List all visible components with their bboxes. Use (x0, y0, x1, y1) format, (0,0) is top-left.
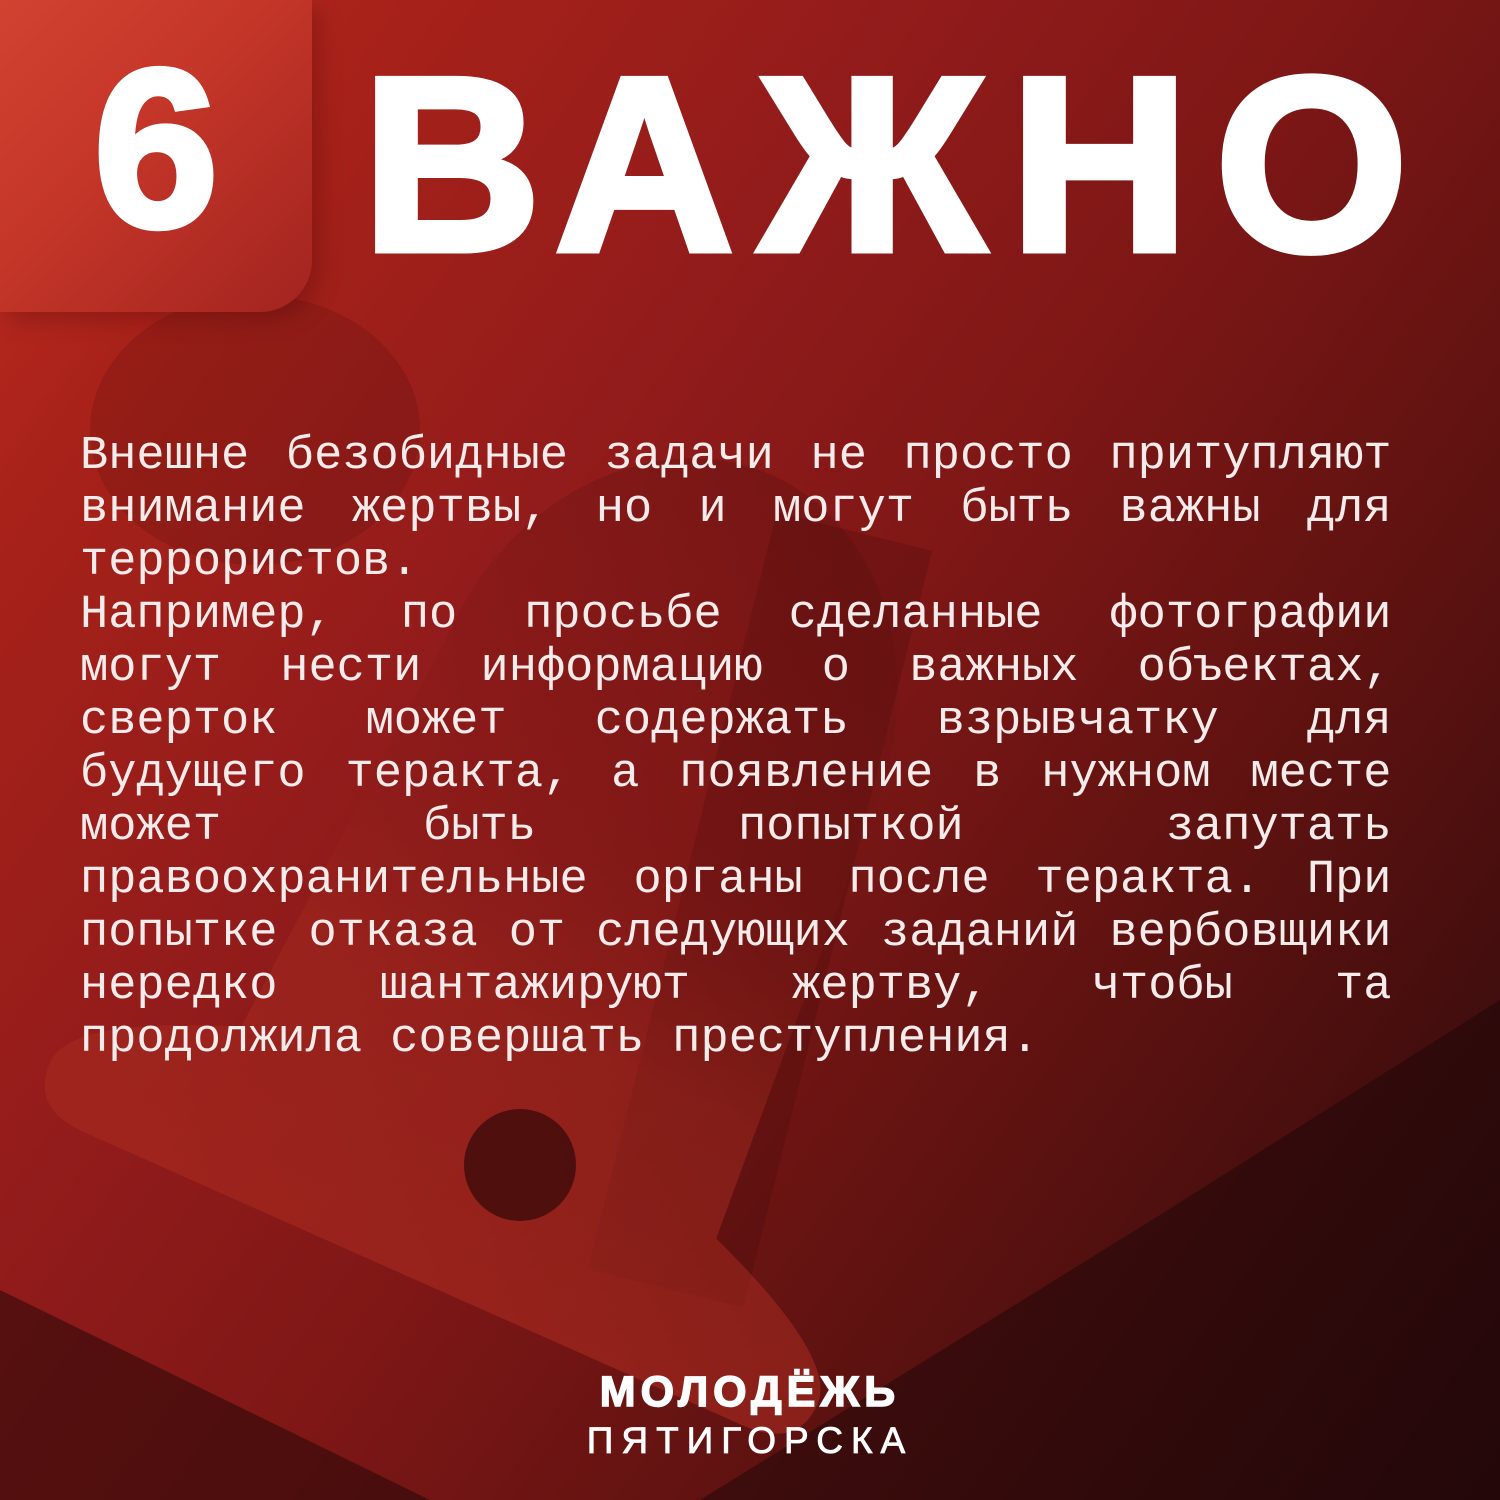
page-title: ВАЖНО (362, 25, 1434, 303)
footer-org-city: ПЯТИГОРСКА (586, 1420, 914, 1462)
body-text (80, 430, 1392, 1066)
slide-number: 6 (93, 21, 219, 274)
footer-logo (0, 1370, 1500, 1462)
slide-number-badge (0, 0, 312, 312)
bell-notification-dot (464, 1109, 576, 1221)
body-paragraph-2: Например, по просьбе сделанные фотографии могут нести информацию о важных объектах, сверток может содержать взрывчатку для будущего теракта, а появление в нужном месте может быть попыткой запутать правоохранительные органы после теракта. При попытке отказа от следующих заданий вербовщики нередко шантажируют жертву, чтобы та продолжила совершать преступления. (80, 589, 1392, 1066)
footer-org-name: МОЛОДЁЖЬ (599, 1368, 901, 1416)
body-paragraph-1: Внешне безобидные задачи не просто притупляют внимание жертвы, но и могут быть важны для террористов. (80, 430, 1392, 589)
